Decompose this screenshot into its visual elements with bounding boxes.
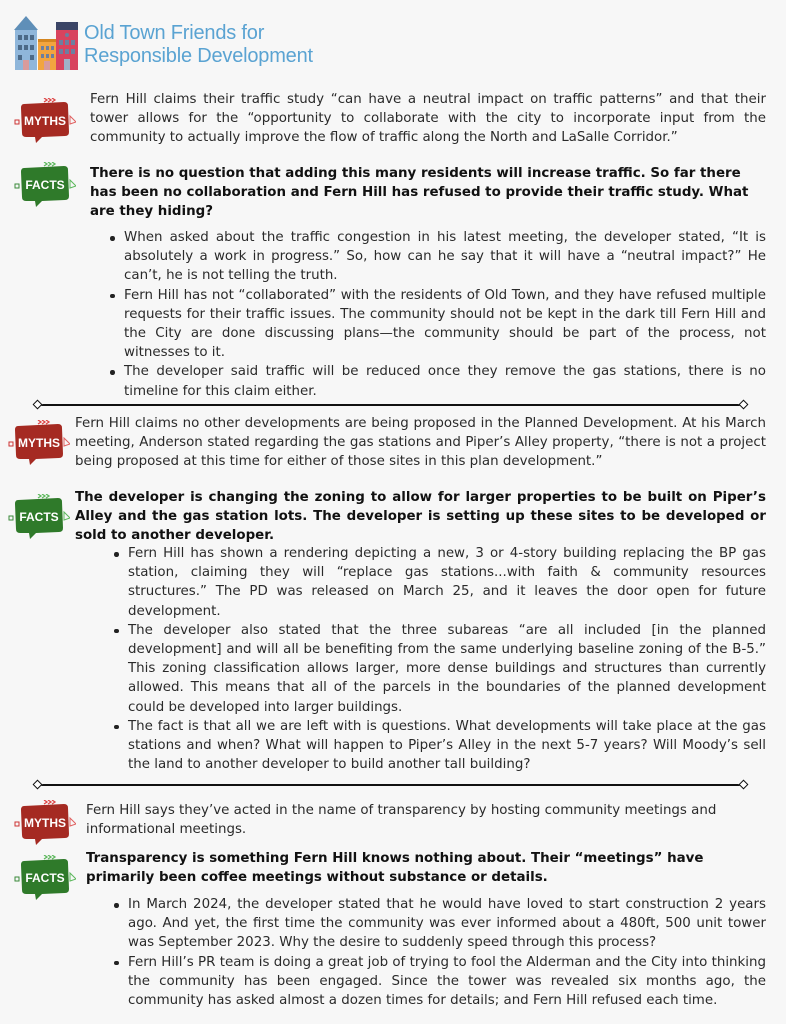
facts-badge-label: FACTS [25, 178, 65, 192]
myths-badge-label: MYTHS [18, 436, 60, 450]
myths-badge [14, 98, 74, 142]
myth-statement: Fern Hill says they’ve acted in the name of transparency by hosting community meetings and informational meetings. [86, 803, 717, 838]
list-item: When asked about the traffic congestion in his latest meeting, the developer stated, “It is absolutely a work in progress.” So, how can he say that it will have a “neutral impact?” He can’t, he is not telling the truth. [106, 228, 766, 286]
fact-bullet-list [110, 895, 766, 1010]
list-item: The fact is that all we are left with is questions. What developments will take place at the gas stations and when? What will happen to Piper’s Alley in the next 5-7 years? Will Moody’s sell the land to another developer to build another tall building? [110, 717, 766, 775]
org-name-line1: Old Town Friends for [84, 22, 265, 44]
list-item: Fern Hill’s PR team is doing a great job of trying to fool the Alderman and the City into thinking the community has been engaged. Since the tower was revealed six months ago, the community has asked almost a dozen times for details; and Fern Hill refused each time. [110, 953, 766, 1011]
fact-statement: The developer is changing the zoning to allow for larger properties to be built on Piper’s Alley and the gas station lots. The developer is setting up these sites to be developed or sold to another developer. [75, 490, 766, 544]
org-logo [14, 14, 80, 70]
org-name [84, 22, 313, 68]
list-item: The developer said traffic will be reduced once they remove the gas stations, there is no timeline for this claim either. [106, 362, 766, 400]
fact-bullet-list [106, 228, 766, 401]
fact-statement: Transparency is something Fern Hill knows nothing about. Their “meetings” have primarily been coffee meetings without substance or details. [86, 851, 704, 886]
facts-badge-label: FACTS [25, 871, 65, 885]
fact-statement: There is no question that adding this many residents will increase traffic. So far there has been no collaboration and Fern Hill has refused to provide their traffic study. What are they hiding? [90, 166, 749, 220]
section-divider [37, 404, 744, 406]
list-item: In March 2024, the developer stated that he would have loved to start construction 2 years ago. And yet, the first time the community was ever informed about a 480ft, 500 unit tower was September 2023. Why the desire to suddenly speed through this process? [110, 895, 766, 953]
myths-badge-label: MYTHS [24, 816, 66, 830]
list-item: Fern Hill has shown a rendering depicting a new, 3 or 4-story building replacing the BP gas station, claiming they will “replace gas stations...with faith & community resources structures.” The PD was released on March 25, and it leaves the door open for future development. [110, 544, 766, 621]
townhouses-icon [14, 14, 80, 70]
section-divider [37, 784, 744, 786]
myth-statement: Fern Hill claims no other developments are being proposed in the Planned Development. At his March meeting, Anderson stated regarding the gas stations and Piper’s Alley property, “there is not a project being proposed at this time for either of those sites in this plan development.” [75, 416, 766, 470]
facts-badge [14, 162, 74, 206]
myths-badge-label: MYTHS [24, 114, 66, 128]
myths-badge [14, 800, 74, 844]
facts-badge [8, 494, 68, 538]
fact-bullet-list [110, 544, 766, 774]
list-item: Fern Hill has not “collaborated” with the residents of Old Town, and they have refused multiple requests for their traffic issues. The community should not be kept in the dark till Fern Hill and the City are done discussing plans—the community should be part of the process, not witnesses to it. [106, 286, 766, 363]
myth-statement: Fern Hill claims their traffic study “can have a neutral impact on traffic patterns” and that their tower allows for the “opportunity to collaborate with the city to incorporate input from the community to actually improve the flow of traffic along the North and LaSalle Corridor.” [90, 92, 766, 146]
list-item: The developer also stated that the three subareas “are all included [in the planned development] and will all be benefiting from the same underlying baseline zoning of the B-5.” This zoning classification allows larger, more dense buildings and structures than currently allowed. This means that all of the parcels in the boundaries of the planned development could be developed into larger buildings. [110, 621, 766, 717]
org-name-line2: Responsible Development [84, 45, 313, 67]
facts-badge [14, 855, 74, 899]
myths-badge [8, 420, 68, 464]
facts-badge-label: FACTS [19, 510, 59, 524]
